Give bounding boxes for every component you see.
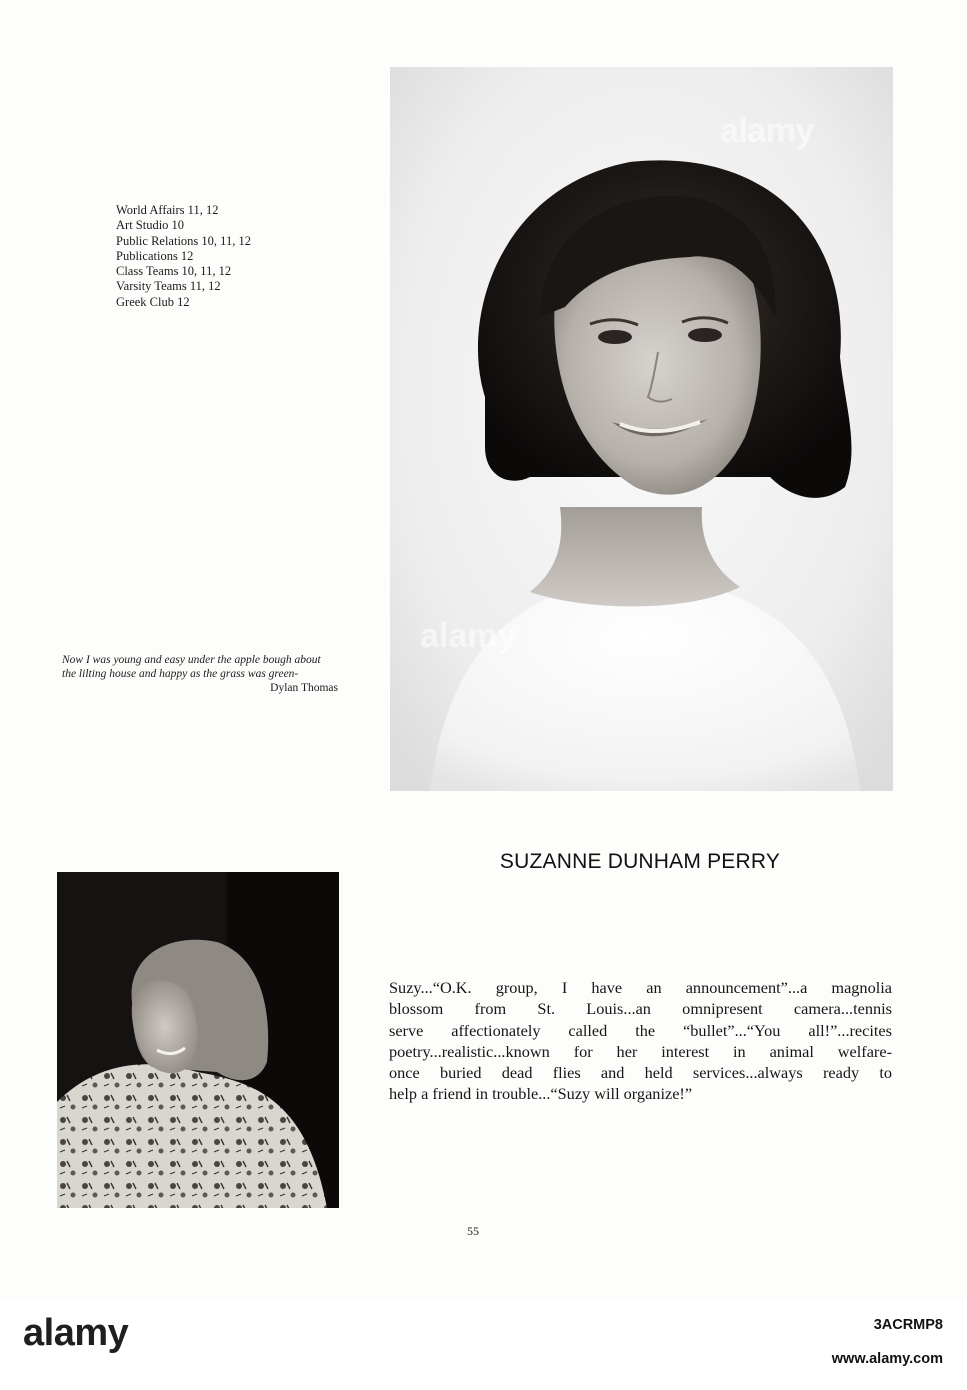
activity-item: Greek Club 12	[116, 294, 190, 309]
quote-line: Now I was young and easy under the apple bough about	[62, 654, 321, 666]
page-number: 55	[467, 1224, 479, 1238]
bio-line: Suzy...“O.K. group, I have an announcement”...a magnolia	[389, 978, 892, 997]
image-id: 3ACRMP8	[873, 1317, 943, 1333]
site-url[interactable]: www.alamy.com	[831, 1351, 943, 1367]
student-bio	[389, 977, 892, 1105]
watermark-text: alamy	[720, 112, 814, 150]
activity-item: World Affairs 11, 12	[116, 203, 219, 217]
activity-item: Public Relations 10, 11, 12	[116, 233, 251, 248]
senior-quote	[62, 654, 342, 681]
stock-footer-bar	[0, 1300, 967, 1390]
quote-author: Dylan Thomas	[270, 682, 338, 694]
activity-item: Varsity Teams 11, 12	[116, 279, 221, 294]
quote-line: the lilting house and happy as the grass was green-	[62, 667, 299, 680]
bio-line: once buried dead flies and held services...always ready to	[389, 1063, 892, 1083]
activity-item: Art Studio 10	[116, 218, 185, 233]
senior-portrait-photo	[390, 67, 893, 791]
bio-line: help a friend in trouble...“Suzy will organize!”	[389, 1084, 693, 1104]
bio-line: poetry...realistic...known for her interest in animal welfare-	[389, 1041, 892, 1061]
bio-line: serve affectionately called the “bullet”...“You all!”...recites	[389, 1020, 892, 1040]
bio-line: blossom from St. Louis...an omnipresent camera...tennis	[389, 999, 892, 1019]
candid-photo	[57, 872, 339, 1208]
student-name: SUZANNE DUNHAM PERRY	[499, 850, 781, 873]
watermark-text: alamy	[420, 617, 517, 655]
activity-item: Publications 12	[116, 248, 194, 263]
activity-item: Class Teams 10, 11, 12	[116, 264, 232, 279]
activities-list	[116, 203, 251, 310]
alamy-logo: alamy	[23, 1312, 129, 1354]
